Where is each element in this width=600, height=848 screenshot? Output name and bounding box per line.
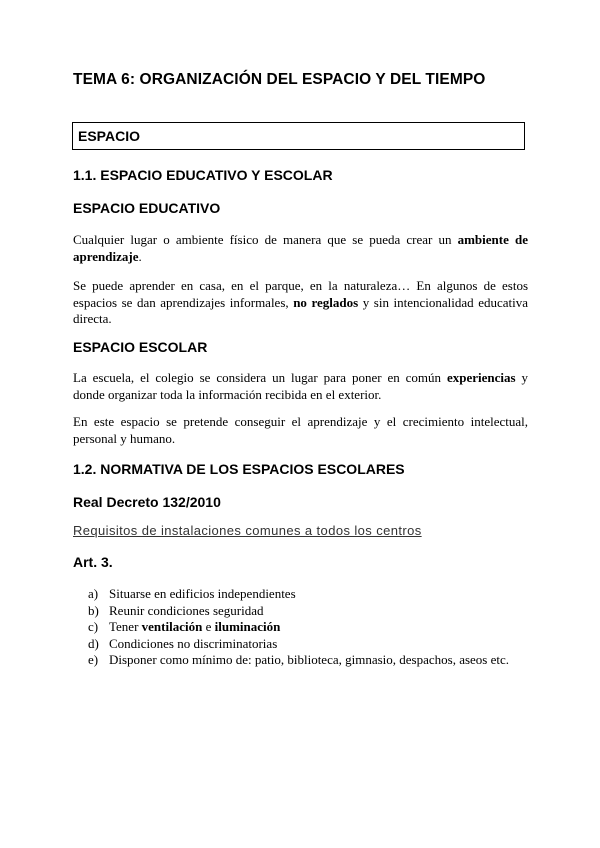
heading-espacio-educativo: ESPACIO EDUCATIVO (73, 200, 221, 216)
paragraph-educativo-1 (73, 232, 528, 265)
text: Tener (109, 619, 142, 634)
list-item-text: Disponer como mínimo de: patio, biblioteca, gimnasio, despachos, aseos etc. (109, 652, 510, 667)
text: e (202, 619, 215, 634)
list-item (88, 636, 528, 653)
text: La escuela, el colegio se considera un lugar para poner en común (73, 370, 447, 385)
paragraph-escolar-2: En este espacio se pretende conseguir el aprendizaje y el crecimiento intelectual, personal y humano. (73, 414, 528, 446)
text: . (138, 248, 142, 264)
list-item-text (109, 619, 528, 636)
list-marker: d) (88, 635, 99, 651)
heading-espacio-escolar: ESPACIO ESCOLAR (73, 339, 208, 355)
text: Cualquier lugar o ambiente físico de manera que se pueda crear un (73, 232, 458, 247)
page-title: TEMA 6: ORGANIZACIÓN DEL ESPACIO Y DEL TIEMPO (73, 71, 486, 88)
list-marker: a) (88, 586, 99, 601)
requisitos-subtitle: Requisitos de instalaciones comunes a todos los centros (73, 523, 422, 538)
section-box (72, 122, 525, 150)
text: y donde organizar toda la información recibida en el exterior. (73, 370, 529, 402)
list-item-text: Condiciones no discriminatorias (109, 635, 278, 651)
bold-text: iluminación (214, 619, 281, 634)
list-item-text: Reunir condiciones seguridad (109, 602, 264, 618)
list-marker: c) (88, 619, 99, 634)
list-item (88, 619, 528, 636)
requirements-list (88, 586, 528, 669)
bold-text: ambiente de aprendizaje (73, 232, 528, 264)
heading-1-1: 1.1. ESPACIO EDUCATIVO Y ESCOLAR (73, 167, 333, 183)
list-marker: e) (88, 652, 99, 667)
text: y sin intencionalidad educativa directa. (73, 294, 528, 326)
section-box-label: ESPACIO (78, 128, 140, 144)
article-heading: Art. 3. (73, 554, 113, 570)
bold-text: experiencias (446, 370, 516, 385)
list-marker: b) (88, 602, 99, 618)
heading-real-decreto: Real Decreto 132/2010 (73, 494, 221, 510)
list-item (88, 603, 528, 620)
list-item (88, 586, 528, 603)
text: Se puede aprender en casa, en el parque, en la naturaleza… En algunos de estos espacios se dan aprendizajes informales, (73, 278, 528, 310)
list-item-text: Situarse en edificios independientes (109, 586, 296, 601)
paragraph-escolar-1 (73, 370, 528, 403)
bold-text: no reglados (293, 294, 359, 310)
paragraph-educativo-2 (73, 278, 528, 328)
bold-text: ventilación (141, 619, 203, 634)
list-item (88, 652, 528, 669)
heading-1-2: 1.2. NORMATIVA DE LOS ESPACIOS ESCOLARES (73, 461, 405, 477)
